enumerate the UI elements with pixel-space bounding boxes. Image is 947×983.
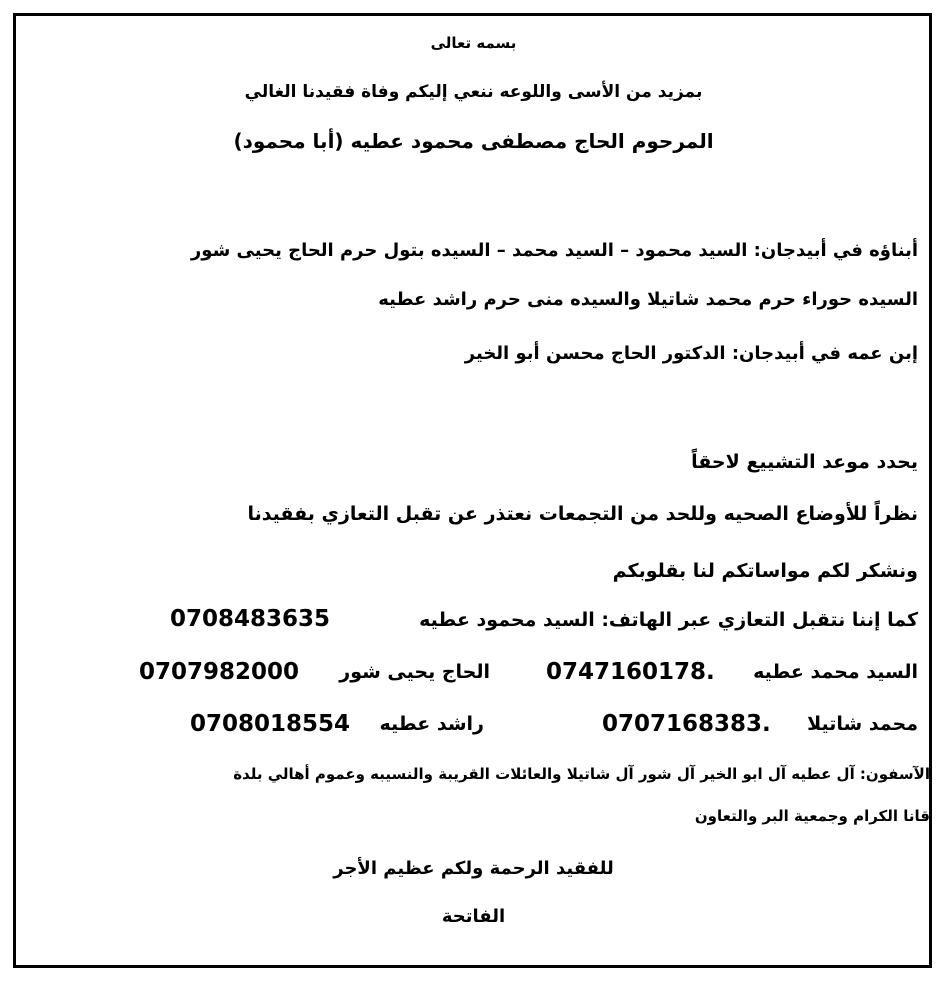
contact-1-phone: 0747160178. <box>546 659 715 685</box>
funeral-date-note: يحدد موعد التشييع لاحقاً <box>691 451 918 473</box>
contact-3-label: محمد شاتيلا <box>807 713 918 735</box>
mercy-line: للفقيد الرحمة ولكم عظيم الأجر <box>333 858 614 879</box>
cousin-line: إبن عمه في أبيدجان: الدكتور الحاج محسن أبو الخير <box>464 343 918 364</box>
health-apology: نظراً للأوضاع الصحيه وللحد من التجمعات نعتذر عن تقبل التعازي بفقيدنا <box>247 503 918 525</box>
phone-intro-label: كما إننا نتقبل التعازي عبر الهاتف: السيد محمود عطيه <box>419 609 918 631</box>
contact-2-phone: 0707982000 <box>139 659 300 685</box>
contact-1-label: السيد محمد عطيه <box>753 661 918 683</box>
announcement-intro: بمزيد من الأسى واللوعه ننعي إليكم وفاة فقيدنا الغالي <box>244 82 703 102</box>
sons-line-1: أبناؤه في أبيدجان: السيد محمود – السيد محمد – السيده بتول حرم الحاج يحيى شور <box>190 240 918 261</box>
basmala: بسمه تعالى <box>430 34 517 52</box>
contact-4-phone: 0708018554 <box>190 711 351 737</box>
mourners-line-2: قانا الكرام وجمعية البر والتعاون <box>694 807 930 825</box>
contact-2-label: الحاج يحيى شور <box>339 661 490 683</box>
thanks-line: ونشكر لكم مواساتكم لنا بقلوبكم <box>612 560 918 582</box>
deceased-name: المرحوم الحاج مصطفى محمود عطيه (أبا محمود) <box>233 129 714 153</box>
contact-4-label: راشد عطيه <box>379 713 484 735</box>
mourners-line-1: الآسفون: آل عطيه آل ابو الخير آل شور آل شاتيلا والعائلات القريبة والنسيبه وعموم أهالي بلدة <box>233 765 930 783</box>
phone-intro-number: 0708483635 <box>170 606 331 632</box>
sons-line-2: السيده حوراء حرم محمد شاتيلا والسيده منى حرم راشد عطيه <box>378 289 918 310</box>
contact-3-phone: 0707168383. <box>602 711 771 737</box>
fatiha-line: الفاتحة <box>441 906 506 927</box>
